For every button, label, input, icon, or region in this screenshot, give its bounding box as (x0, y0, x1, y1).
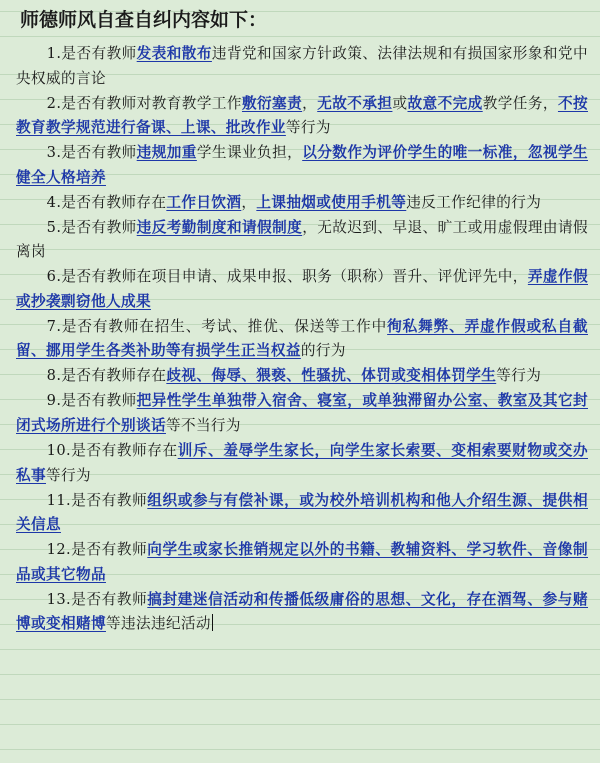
item-text: 3.是否有教师 (46, 144, 137, 162)
highlighted-text: 故意不完成 (407, 94, 483, 112)
item-text: ， (241, 193, 257, 211)
item-text: 的行为 (300, 342, 346, 360)
item-text: 等不当行为 (165, 417, 241, 435)
item-text: ，无故迟到、早退、旷工或用虚假理由请假离岗 (16, 218, 589, 261)
item-text: 等违法违纪活动 (105, 615, 211, 633)
item-text: 11.是否有教师 (46, 491, 148, 509)
highlighted-text: 违反考勤制度和请假制度 (136, 218, 303, 236)
list-item (16, 265, 588, 314)
text-cursor (212, 614, 214, 631)
item-text: 6.是否有教师在项目申请、成果申报、职务（职称）晋升、评优评先中， (46, 268, 528, 286)
highlighted-text: 搞封建迷信活动和传播低级庸俗的思想、文化，存在酒驾、参与赌博或变相赌博 (16, 590, 588, 633)
highlighted-text: 敷衍塞责 (241, 94, 303, 112)
list-item (16, 389, 588, 438)
highlighted-text: 徇私舞弊、弄虚作假或私自截留、挪用学生各类补助等有损学生正当权益 (16, 317, 588, 360)
list-item (16, 141, 588, 190)
list-item (16, 216, 588, 265)
highlighted-text: 训斥、羞辱学生家长，向学生家长索要、变相索要财物或交办私事 (16, 442, 588, 484)
list-item (16, 42, 588, 91)
highlighted-text: 工作日饮酒 (166, 193, 242, 211)
item-text: 4.是否有教师存在 (46, 193, 167, 211)
item-text: 等行为 (46, 466, 91, 484)
item-text: 违反工作纪律的行为 (406, 193, 542, 211)
item-text: 13.是否有教师 (46, 590, 148, 608)
list-item (16, 92, 588, 141)
highlighted-text: 弄虚作假或抄袭剽窃他人成果 (16, 268, 588, 310)
item-text: 10.是否有教师存在 (46, 442, 178, 460)
item-text: ， (302, 94, 318, 112)
highlighted-text: 无故不承担 (317, 94, 393, 112)
list-item (16, 364, 588, 389)
item-text: 违背党和国家方针政策、法律法规和有损国家形象和党中央权威的言论 (16, 45, 588, 87)
highlighted-text: 歧视、侮辱、猥亵、性骚扰、体罚或变相体罚学生 (166, 367, 497, 385)
list-item (16, 588, 588, 637)
item-text: 或 (392, 94, 408, 112)
highlighted-text: 以分数作为评价学生的唯一标准，忽视学生健全人格培养 (16, 144, 588, 186)
item-text: 教学任务， (482, 94, 558, 112)
highlighted-text: 违规加重 (136, 144, 197, 162)
highlighted-text: 组织或参与有偿补课，或为校外培训机构和他人介绍生源、提供相关信息 (16, 491, 588, 534)
highlighted-text: 上课抽烟或使用手机等 (256, 193, 407, 211)
highlighted-text: 把异性学生单独带入宿舍、寝室，或单独滞留办公室、教室及其它封闭式场所进行个别谈话 (16, 392, 588, 435)
item-text: 12.是否有教师 (46, 541, 148, 559)
list-item (16, 489, 588, 538)
self-check-list (16, 42, 588, 637)
document-title: 师德师风自查自纠内容如下： (20, 9, 268, 31)
highlighted-text: 发表和散布 (136, 45, 212, 62)
highlighted-text: 不按教育教学规范进行备课、上课、批改作业 (16, 94, 588, 137)
item-text: 7.是否有教师在招生、考试、推优、保送等工作中 (46, 317, 388, 335)
item-text: 9.是否有教师 (46, 392, 137, 410)
item-text: 2.是否有教师对教育教学工作 (46, 94, 242, 112)
item-text: 学生课业负担， (196, 144, 303, 162)
item-text: 等行为 (285, 119, 331, 137)
list-item (16, 191, 588, 216)
list-item (16, 439, 588, 488)
list-item (16, 315, 588, 364)
item-text: 8.是否有教师存在 (46, 367, 167, 385)
highlighted-text: 向学生或家长推销规定以外的书籍、教辅资料、学习软件、音像制品或其它物品 (16, 541, 588, 583)
item-text: 5.是否有教师 (46, 218, 137, 236)
list-item (16, 538, 588, 587)
item-text: 1.是否有教师 (46, 45, 137, 62)
item-text: 等行为 (496, 367, 542, 385)
